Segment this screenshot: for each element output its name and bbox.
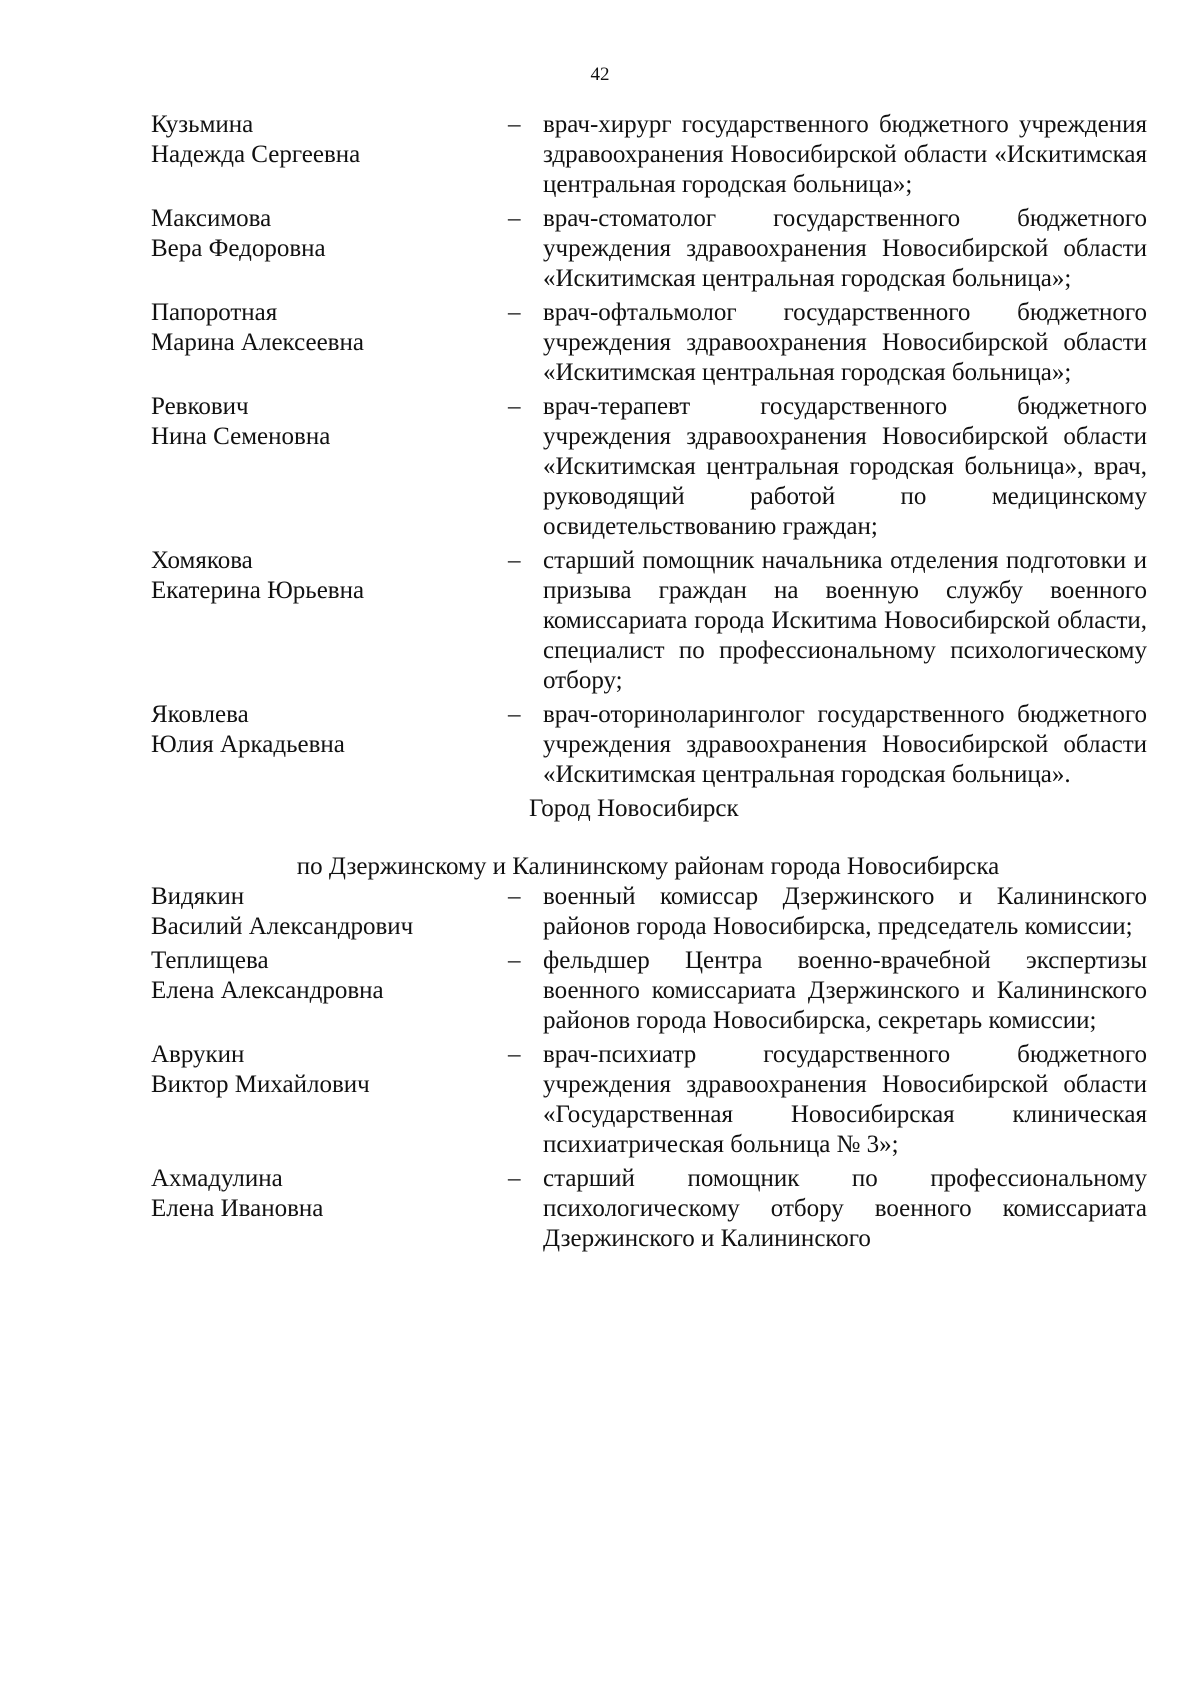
member-surname: Аврукин (151, 1041, 245, 1068)
dash-separator: – (508, 701, 521, 728)
city-heading: Город Новосибирск (529, 795, 739, 822)
member-entry (151, 204, 1147, 294)
member-entry (151, 298, 1147, 388)
member-entry (151, 700, 1147, 790)
dash-separator: – (508, 393, 521, 420)
member-position: врач-стоматолог государственного бюджетного учреждения здравоохранения Новосибирской области «Искитимская центральная городская больница»; (543, 205, 1147, 292)
member-surname: Теплищева (151, 947, 269, 974)
member-name (151, 700, 507, 760)
member-position: врач-психиатр государственного бюджетного учреждения здравоохранения Новосибирской области «Государственная Новосибирская клиническая психиатрическая больница № 3»; (543, 1041, 1147, 1158)
member-surname: Максимова (151, 205, 272, 232)
dash-separator: – (508, 299, 521, 326)
member-entry (151, 110, 1147, 200)
dash-separator: – (508, 547, 521, 574)
member-entry (151, 882, 1147, 942)
member-surname: Видякин (151, 883, 245, 910)
member-entry (151, 546, 1147, 696)
member-entry (151, 946, 1147, 1036)
member-name (151, 298, 507, 358)
member-given-names: Марина Алексеевна (151, 329, 364, 356)
dash-separator: – (508, 205, 521, 232)
member-name (151, 946, 507, 1006)
member-name (151, 1164, 507, 1224)
member-position: врач-терапевт государственного бюджетного учреждения здравоохранения Новосибирской области «Искитимская центральная городская больница», врач, руководящий работой по медицинскому освидетельствованию граждан; (543, 393, 1147, 540)
member-entry (151, 1164, 1147, 1254)
member-given-names: Нина Семеновна (151, 423, 331, 450)
member-given-names: Вера Федоровна (151, 235, 326, 262)
document-body (151, 110, 1147, 1258)
dash-separator: – (508, 1165, 521, 1192)
member-given-names: Елена Александровна (151, 977, 384, 1004)
member-surname: Яковлева (151, 701, 249, 728)
member-given-names: Надежда Сергеевна (151, 141, 361, 168)
member-given-names: Юлия Аркадьевна (151, 731, 345, 758)
member-given-names: Екатерина Юрьевна (151, 577, 365, 604)
member-surname: Кузьмина (151, 111, 254, 138)
member-position: военный комиссар Дзержинского и Калининского районов города Новосибирска, председатель комиссии; (543, 883, 1147, 940)
member-given-names: Елена Ивановна (151, 1195, 324, 1222)
member-surname: Ахмадулина (151, 1165, 283, 1192)
district-heading: по Дзержинскому и Калининскому районам города Новосибирска (296, 853, 1000, 880)
member-position: врач-офтальмолог государственного бюджетного учреждения здравоохранения Новосибирской области «Искитимская центральная городская больница»; (543, 299, 1147, 386)
dash-separator: – (508, 883, 521, 910)
member-surname: Хомякова (151, 547, 253, 574)
member-position: старший помощник по профессиональному психологическому отбору военного комиссариата Дзержинского и Калининского (543, 1165, 1147, 1252)
member-given-names: Виктор Михайлович (151, 1071, 370, 1098)
dash-separator: – (508, 1041, 521, 1068)
dash-separator: – (508, 111, 521, 138)
member-name (151, 1040, 507, 1100)
member-name (151, 204, 507, 264)
member-given-names: Василий Александрович (151, 913, 414, 940)
member-surname: Ревкович (151, 393, 249, 420)
dash-separator: – (508, 947, 521, 974)
member-name (151, 882, 507, 942)
member-name (151, 110, 507, 170)
member-position: старший помощник начальника отделения подготовки и призыва граждан на военную службу военного комиссариата города Искитима Новосибирской области, специалист по профессиональному психологическому отбору; (543, 547, 1147, 694)
member-name (151, 546, 507, 606)
member-entry (151, 392, 1147, 542)
page-number: 42 (590, 64, 610, 85)
member-surname: Папоротная (151, 299, 278, 326)
member-position: фельдшер Центра военно-врачебной экспертизы военного комиссариата Дзержинского и Калининского районов города Новосибирска, секретарь комиссии; (543, 947, 1147, 1034)
member-position: врач-хирург государственного бюджетного учреждения здравоохранения Новосибирской области «Искитимская центральная городская больница»; (543, 111, 1147, 198)
member-name (151, 392, 507, 452)
member-entry (151, 1040, 1147, 1160)
member-position: врач-оториноларинголог государственного бюджетного учреждения здравоохранения Новосибирской области «Искитимская центральная городская больница». (543, 701, 1147, 788)
